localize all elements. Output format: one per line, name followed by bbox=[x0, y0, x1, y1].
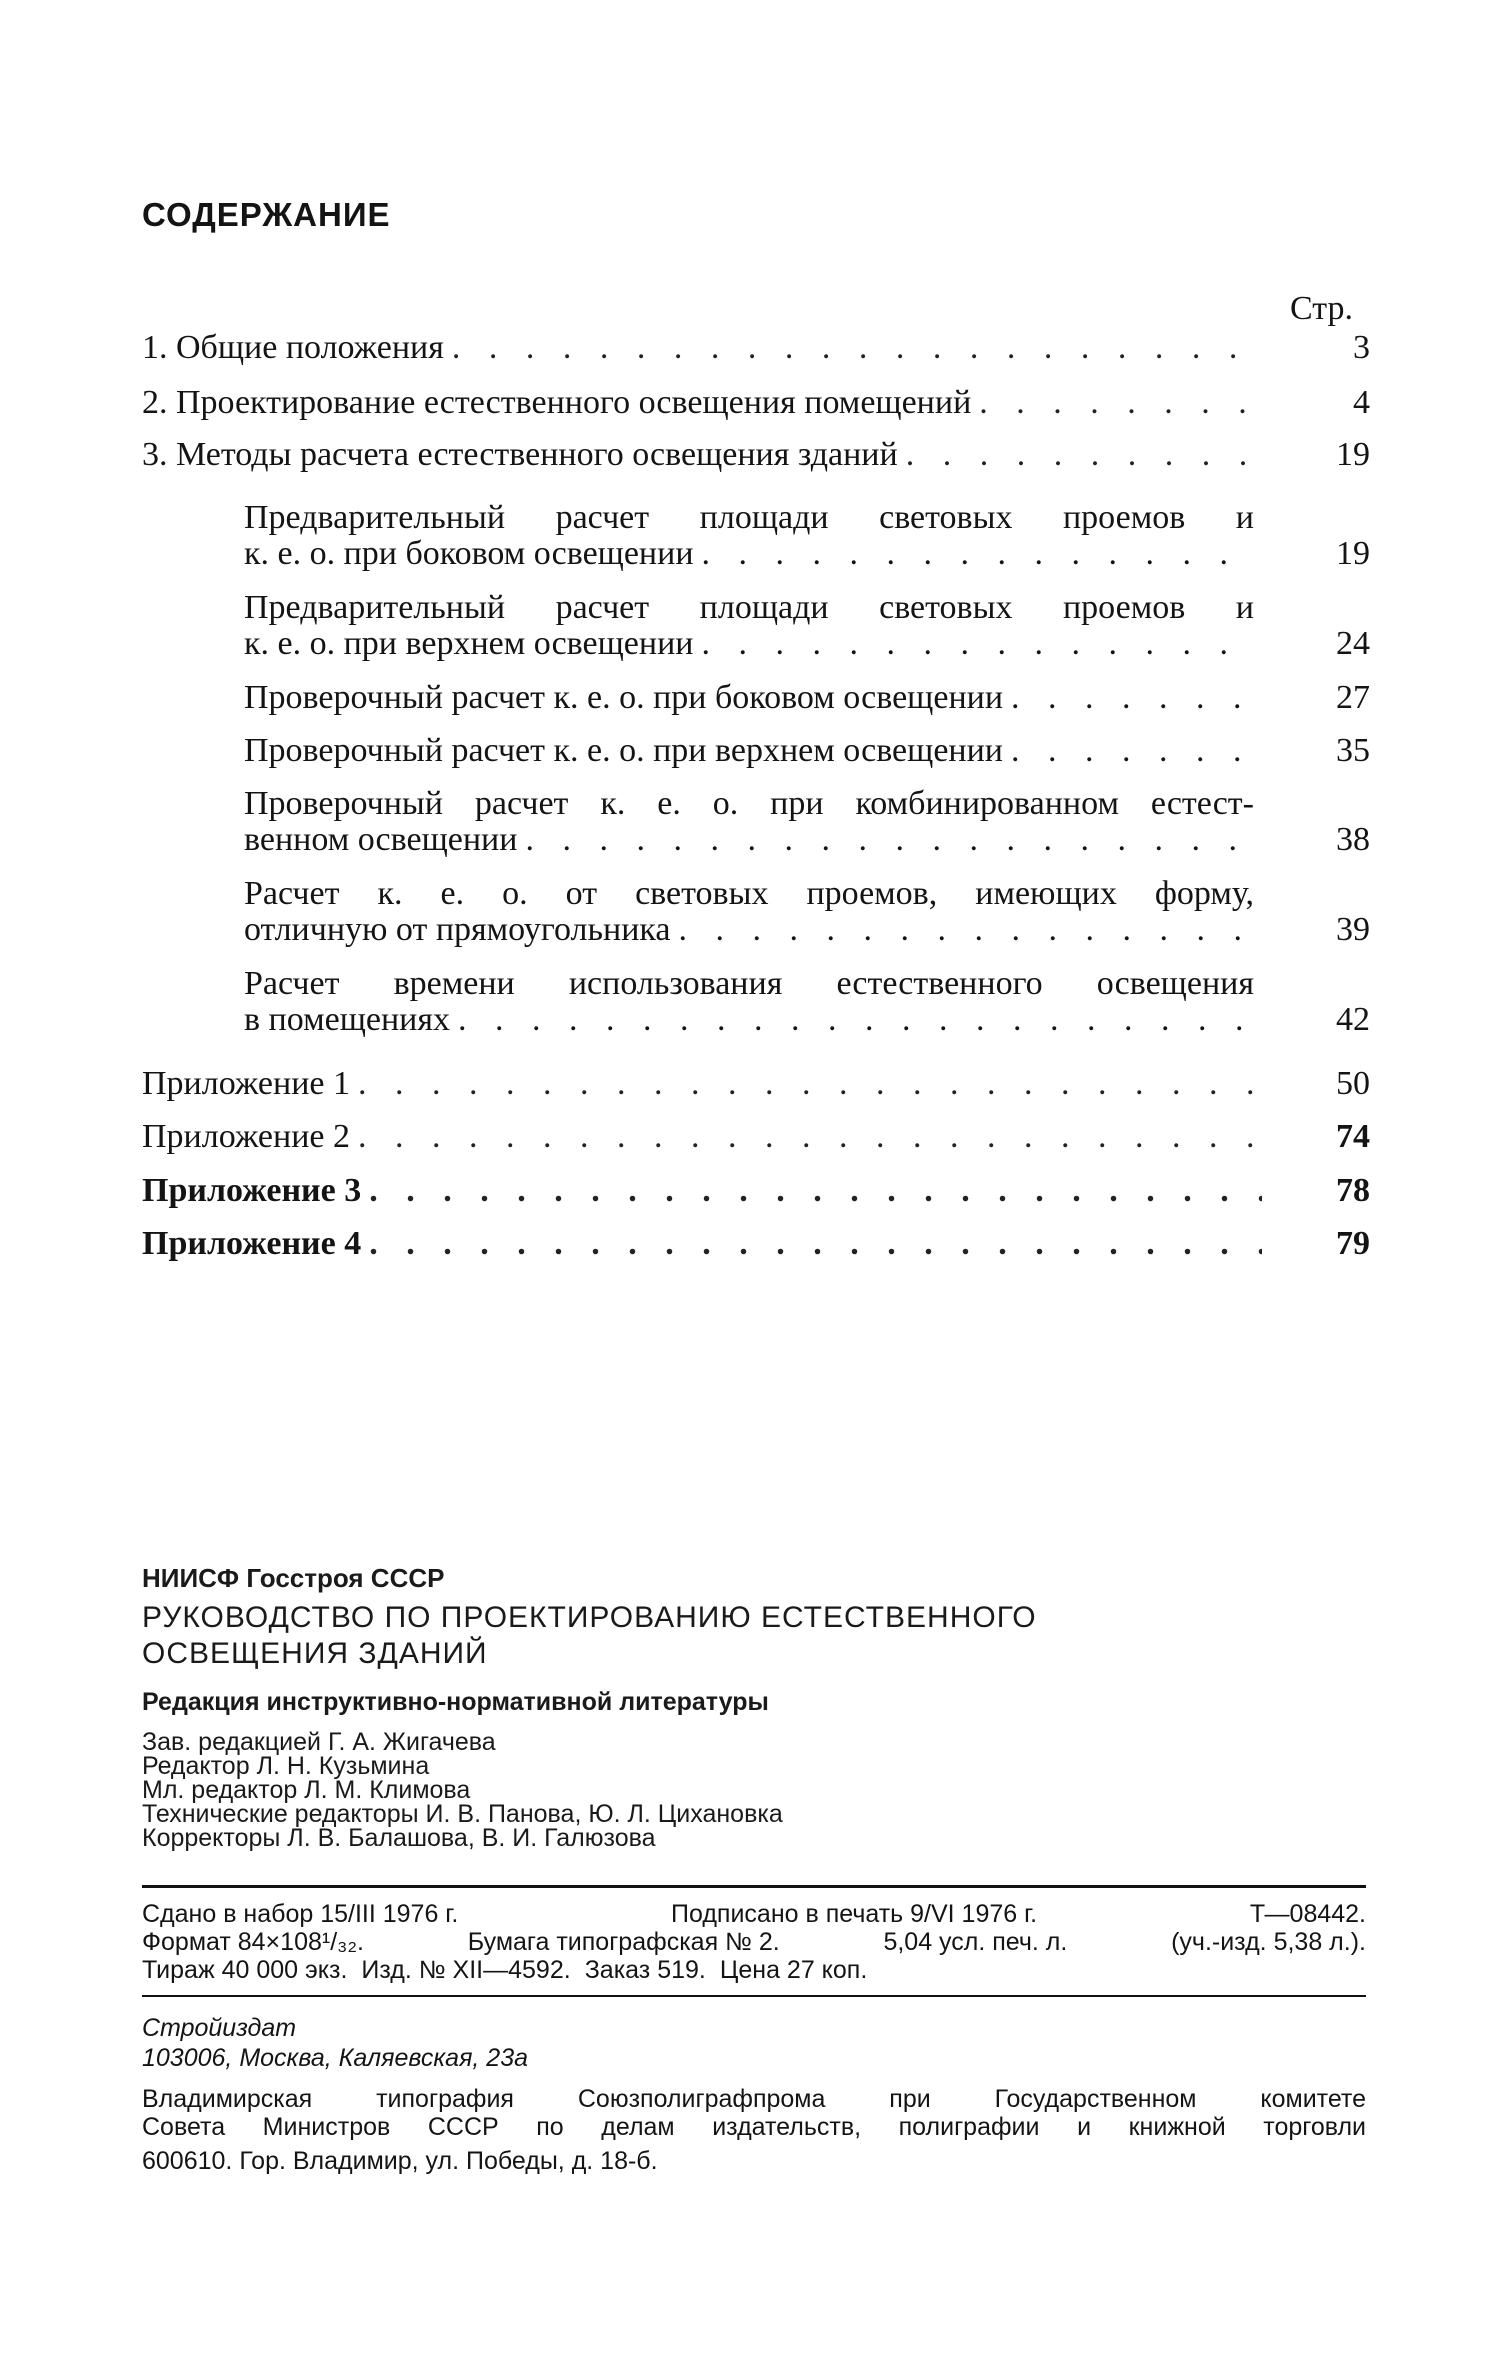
toc-subitem: Проверочный расчет к. е. о. при верхнем освещении . . . bbox=[244, 733, 1254, 769]
toc-page-number: 38 bbox=[1336, 821, 1370, 858]
page-column-label: Стр. bbox=[1290, 290, 1354, 327]
publisher-address: Стройиздат 103006, Москва, Каляевская, 23а bbox=[142, 2014, 529, 2072]
toc-page-number: 42 bbox=[1336, 1001, 1370, 1038]
toc-subitem: Расчет к. е. о. от световых проемов, имеющих форму, отличную от прямоугольника . . . bbox=[244, 876, 1254, 948]
toc-item: 3. Методы расчета естественного освещения зданий . . . bbox=[142, 437, 1262, 473]
print-info-line: Тираж 40 000 экз. Изд. № XII—4592. Заказ 519. Цена 27 коп. bbox=[142, 1956, 868, 1984]
printing-house: Владимирская типография Союзполиграфпрома при Государственном комитете Совета Министров СССР по делам издательств, полиграфии и книжной торговли 600610. Гор. Владимир, ул. Победы, д. 18-б. bbox=[142, 2085, 1366, 2175]
toc-subitem: Проверочный расчет к. е. о. при боковом освещении . . . bbox=[244, 680, 1254, 716]
toc-appendix: Приложение 1 . . . bbox=[142, 1066, 1262, 1102]
toc-page-number: 39 bbox=[1336, 911, 1370, 948]
toc-item: 1. Общие положения . . . bbox=[142, 330, 1262, 366]
divider bbox=[142, 1995, 1366, 1997]
toc-subitem: Предварительный расчет площади световых проемов и к. е. о. при верхнем освещении . . . bbox=[244, 590, 1254, 662]
toc-subitem: Предварительный расчет площади световых проемов и к. е. о. при боковом освещении . . . bbox=[244, 500, 1254, 572]
toc-appendix: Приложение 2 . . . bbox=[142, 1119, 1262, 1155]
toc-appendix: Приложение 3 . . . bbox=[142, 1173, 1262, 1209]
toc-page-number: 35 bbox=[1336, 732, 1370, 769]
editor-line: Мл. редактор Л. М. Климова bbox=[142, 1776, 471, 1804]
editor-line: Корректоры Л. В. Балашова, В. И. Галюзова bbox=[142, 1824, 656, 1852]
editor-line: Редактор Л. Н. Кузьмина bbox=[142, 1752, 430, 1780]
print-info-line: Формат 84×108¹/₃₂. Бумага типографская № 2. 5,04 усл. печ. л. (уч.-изд. 5,38 л.). bbox=[142, 1928, 1366, 1956]
toc-page-number: 74 bbox=[1336, 1118, 1370, 1155]
toc-title: СОДЕРЖАНИЕ bbox=[142, 196, 391, 233]
toc-page-number: 78 bbox=[1336, 1172, 1370, 1209]
editor-line: Технические редакторы И. В. Панова, Ю. Л. Цихановка bbox=[142, 1800, 783, 1828]
print-info bbox=[142, 1900, 1366, 1984]
imprint-publisher: НИИСФ Госстроя СССР bbox=[142, 1563, 445, 1593]
toc-page-number: 3 bbox=[1353, 329, 1370, 366]
toc-item: 2. Проектирование естественного освещения помещений . . . bbox=[142, 385, 1262, 421]
toc-page-number: 79 bbox=[1336, 1225, 1370, 1262]
toc-subitem: Расчет времени использования естественного освещения в помещениях . . . bbox=[244, 966, 1254, 1038]
toc-page-number: 4 bbox=[1353, 384, 1370, 421]
editors-list bbox=[142, 1730, 783, 1850]
book-title: РУКОВОДСТВО ПО ПРОЕКТИРОВАНИЮ ЕСТЕСТВЕННОГО ОСВЕЩЕНИЯ ЗДАНИЙ bbox=[142, 1601, 1037, 1670]
print-info-line: Сдано в набор 15/III 1976 г. Подписано в печать 9/VI 1976 г. Т—08442. bbox=[142, 1900, 1366, 1928]
toc-subitem: Проверочный расчет к. е. о. при комбинированном естест- венном освещении . . . bbox=[244, 786, 1254, 858]
toc-page-number: 24 bbox=[1336, 625, 1370, 662]
divider bbox=[142, 1885, 1366, 1888]
editorial-section: Редакция инструктивно-нормативной литературы bbox=[142, 1688, 769, 1716]
editor-line: Зав. редакцией Г. А. Жигачева bbox=[142, 1728, 496, 1756]
toc-page-number: 19 bbox=[1336, 535, 1370, 572]
toc-page-number: 19 bbox=[1336, 436, 1370, 473]
toc-page-number: 50 bbox=[1336, 1065, 1370, 1102]
toc-page-number: 27 bbox=[1336, 679, 1370, 716]
toc-appendix: Приложение 4 . . . bbox=[142, 1226, 1262, 1262]
